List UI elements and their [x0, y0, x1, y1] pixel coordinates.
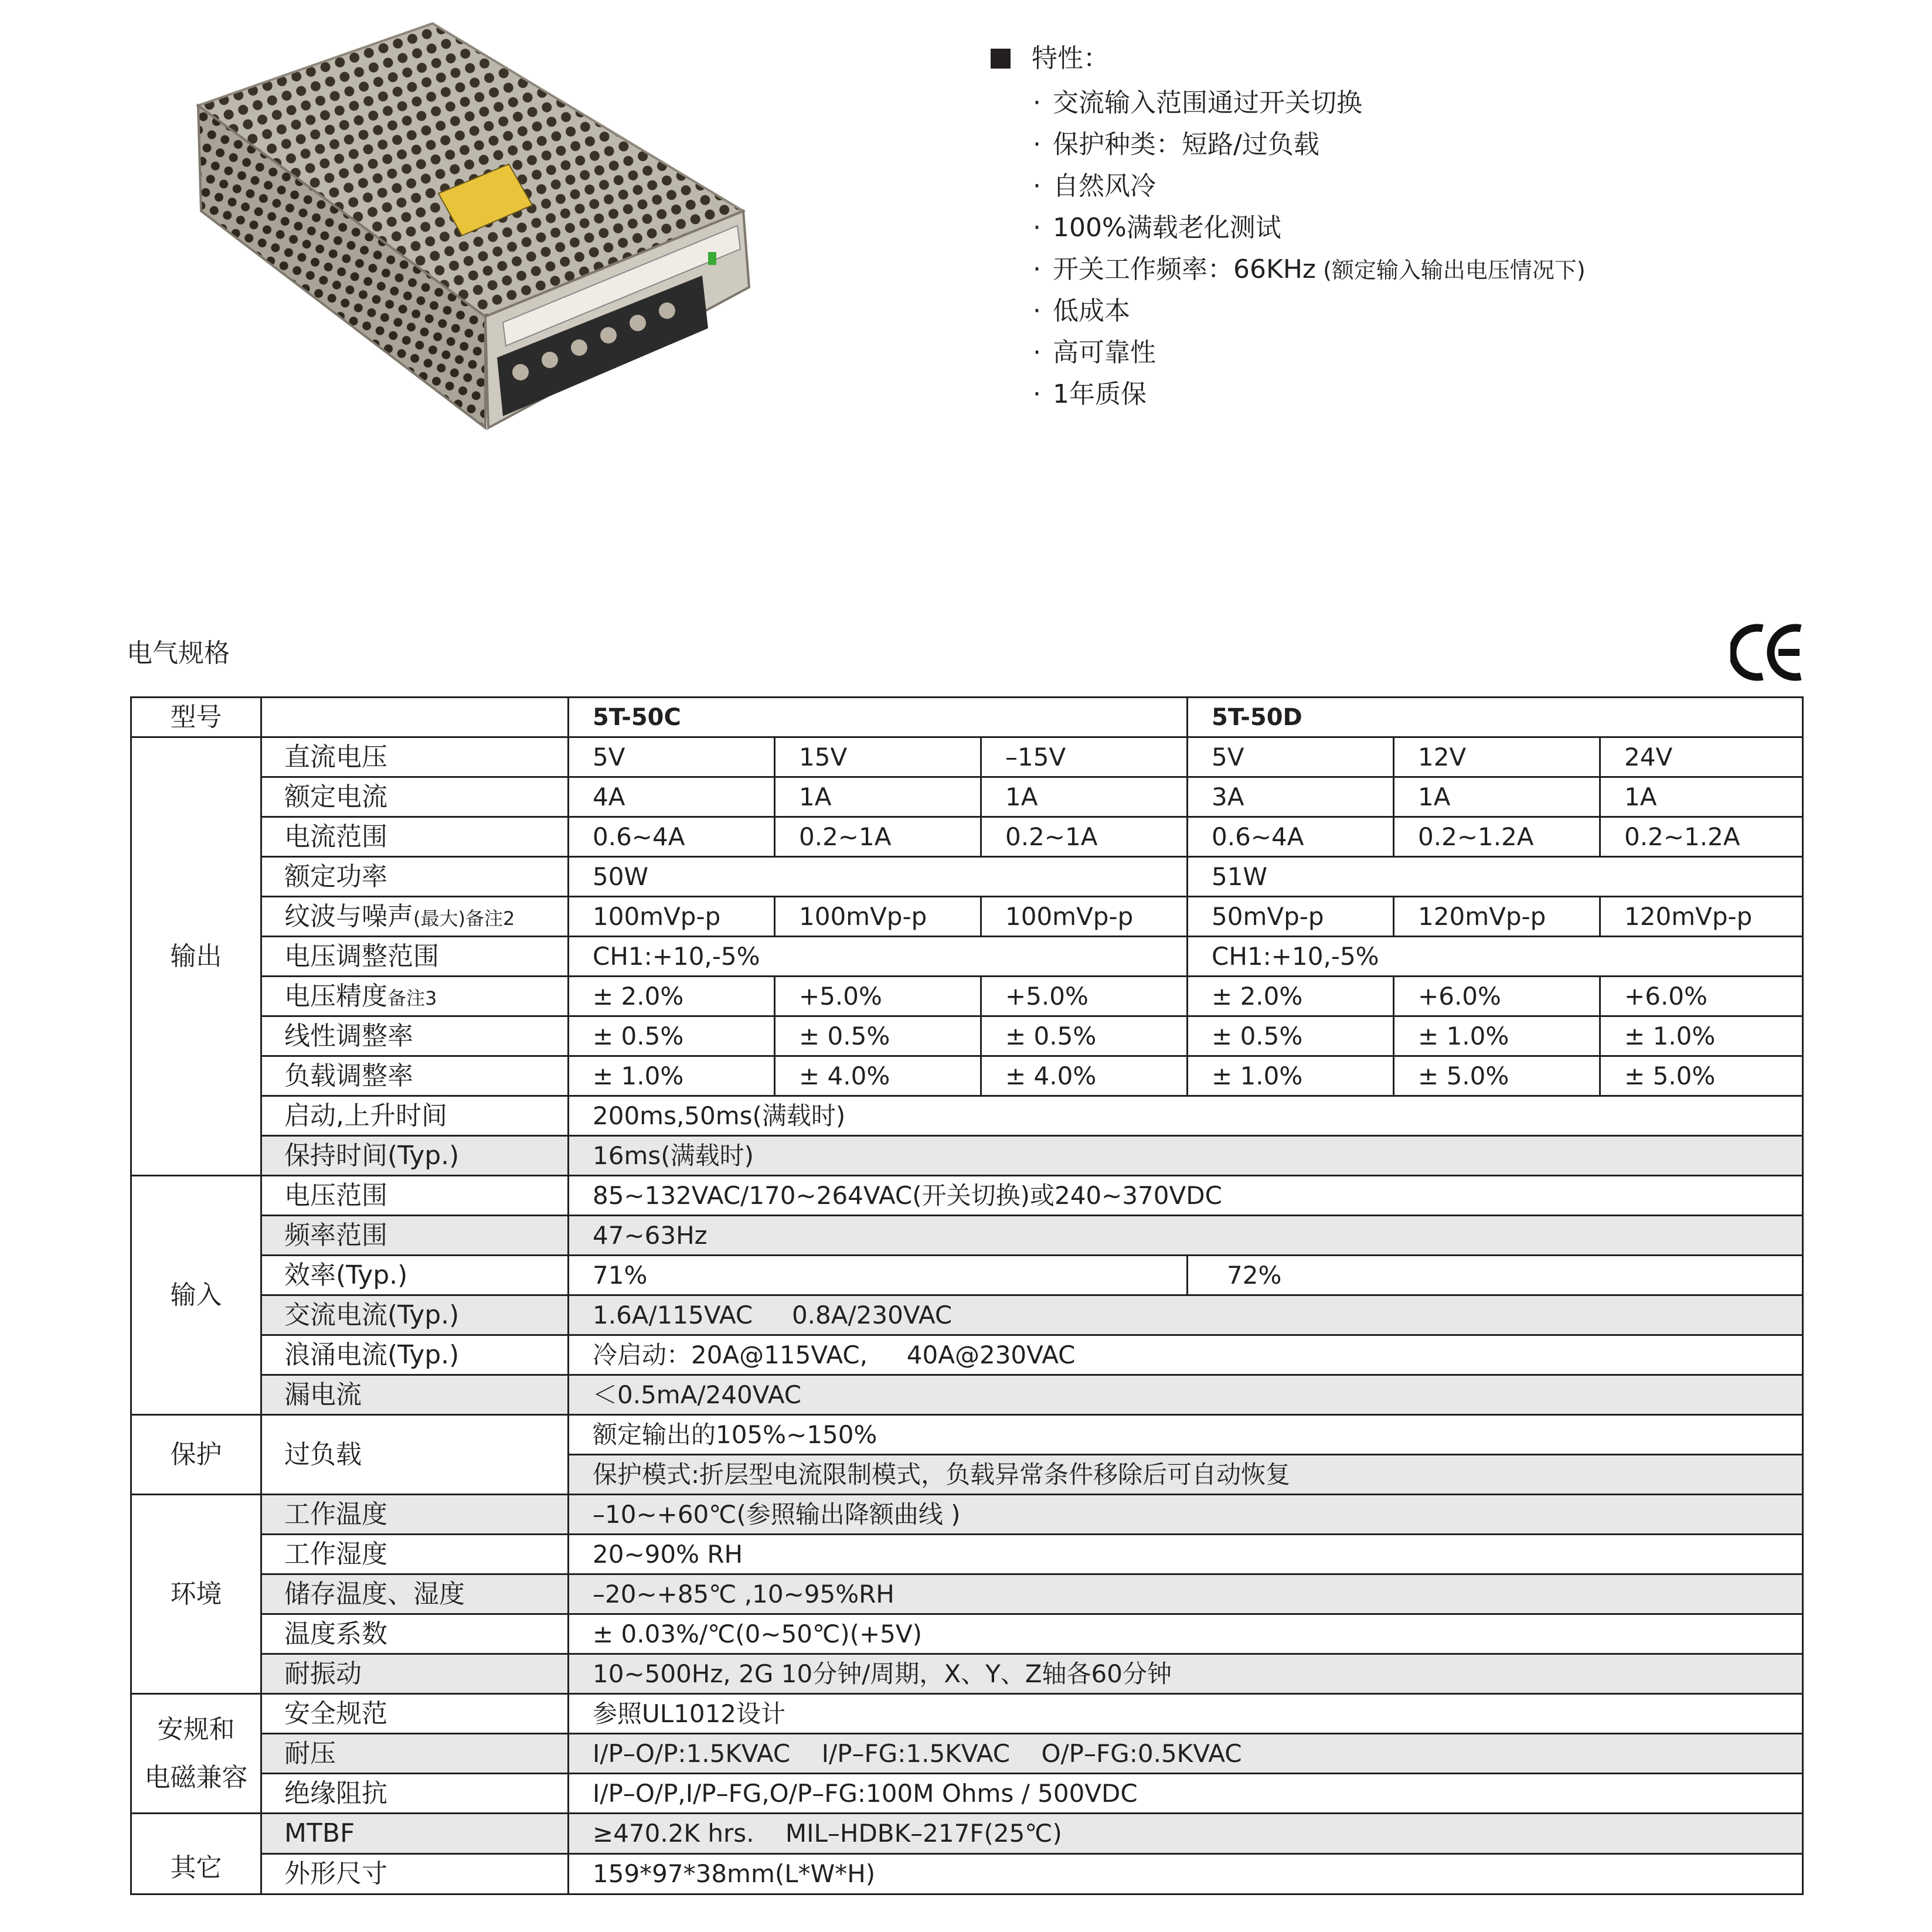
row-label: 启动,上升时间 [261, 1096, 569, 1136]
cell: 1A [775, 777, 981, 817]
table-row [131, 1136, 1803, 1176]
row-label: 额定功率 [261, 857, 569, 897]
cell: 47~63Hz [569, 1216, 1803, 1256]
cell: ± 1.0% [569, 1056, 775, 1096]
cell: ＜0.5mA/240VAC [569, 1375, 1803, 1415]
cell: 100mVp-p [775, 897, 981, 937]
model-5t-50c: 5T-50C [569, 698, 1188, 737]
cell: 50W [569, 857, 1188, 897]
square-bullet-icon [991, 49, 1011, 69]
table-row [131, 1256, 1803, 1295]
row-label: 直流电压 [261, 737, 569, 777]
features-section [991, 41, 1586, 415]
cell: ± 1.0% [1188, 1056, 1394, 1096]
row-label: 储存温度、湿度 [261, 1574, 569, 1614]
cell: CH1:+10,-5% [569, 937, 1188, 977]
row-label: 温度系数 [261, 1614, 569, 1654]
row-label: 绝缘阻抗 [261, 1774, 569, 1814]
row-label: 纹波与噪声(最大)备注2 [261, 897, 569, 937]
accuracy-note: 备注3 [387, 987, 437, 1009]
row-label: 耐压 [261, 1734, 569, 1774]
row-label: 负载调整率 [261, 1056, 569, 1096]
model-5t-50d: 5T-50D [1188, 698, 1803, 737]
cell: 0.6~4A [1188, 817, 1394, 857]
table-row [131, 937, 1803, 977]
features-heading-text: 特性： [1032, 43, 1109, 73]
model-header: 型号 [131, 698, 261, 737]
cell: 20~90% RH [569, 1535, 1803, 1574]
cell: 50mVp-p [1188, 897, 1394, 937]
product-photo [157, 18, 778, 451]
row-label: 安全规范 [261, 1694, 569, 1734]
table-row [131, 897, 1803, 937]
category-protection: 保护 [131, 1415, 261, 1495]
table-row [131, 1375, 1803, 1415]
cell: +6.0% [1394, 977, 1600, 1016]
cell: –10~+60℃(参照输出降额曲线 ) [569, 1495, 1803, 1535]
table-row [131, 1176, 1803, 1216]
cell: ± 5.0% [1394, 1056, 1600, 1096]
cell: ± 4.0% [981, 1056, 1188, 1096]
row-label: 浪涌电流(Typ.) [261, 1335, 569, 1375]
cell: 0.2~1.2A [1600, 817, 1803, 857]
table-row [131, 777, 1803, 817]
cell: 0.2~1A [775, 817, 981, 857]
cell: 120mVp-p [1600, 897, 1803, 937]
row-label: 电流范围 [261, 817, 569, 857]
features-list [991, 82, 1586, 415]
cell: 51W [1188, 857, 1803, 897]
cell: ± 1.0% [1394, 1016, 1600, 1056]
cell: 0.2~1.2A [1394, 817, 1600, 857]
row-label: 工作温度 [261, 1495, 569, 1535]
row-label: 电压精度备注3 [261, 977, 569, 1016]
feature-item: · 开关工作频率：66KHz (额定输入输出电压情况下) [1033, 254, 1586, 284]
row-label: 工作湿度 [261, 1535, 569, 1574]
cell: +6.0% [1600, 977, 1803, 1016]
feature-item: · 100%满载老化测试 [1033, 213, 1281, 243]
cell: –20~+85℃ ,10~95%RH [569, 1574, 1803, 1614]
table-row [131, 1734, 1803, 1774]
cell: ± 0.03%/℃(0~50℃)(+5V) [569, 1614, 1803, 1654]
table-row [131, 1574, 1803, 1614]
freq-note: (额定输入输出电压情况下) [1316, 257, 1586, 283]
table-row [131, 1415, 1803, 1455]
cell: 24V [1600, 737, 1803, 777]
spec-table [130, 696, 1804, 1895]
cell: 参照UL1012设计 [569, 1694, 1803, 1734]
cell: 保护模式:折层型电流限制模式，负载异常条件移除后可自动恢复 [569, 1455, 1803, 1495]
cell: 71% [569, 1256, 1188, 1295]
table-row [131, 1654, 1803, 1694]
cell: 额定输出的105%~150% [569, 1415, 1803, 1455]
cell: ≥470.2K hrs. MIL–HDBK–217F(25℃) [569, 1814, 1803, 1854]
cell: +5.0% [775, 977, 981, 1016]
row-label: 外形尺寸 [261, 1854, 569, 1894]
row-label: 效率(Typ.) [261, 1256, 569, 1295]
cell: ± 0.5% [981, 1016, 1188, 1056]
row-label: 过负载 [261, 1415, 569, 1495]
cell: 16ms(满载时) [569, 1136, 1803, 1176]
category-safety-emc: 安规和 电磁兼容 [131, 1694, 261, 1814]
cell: 5V [1188, 737, 1394, 777]
cell: I/P–O/P,I/P–FG,O/P–FG:100M Ohms / 500VDC [569, 1774, 1803, 1814]
row-label: MTBF [261, 1814, 569, 1854]
row-label: 额定电流 [261, 777, 569, 817]
table-row [131, 1614, 1803, 1654]
row-label: 保持时间(Typ.) [261, 1136, 569, 1176]
table-row [131, 977, 1803, 1016]
table-row [131, 1056, 1803, 1096]
cell: 85~132VAC/170~264VAC(开关切换)或240~370VDC [569, 1176, 1803, 1216]
table-row [131, 1774, 1803, 1814]
cell: 0.2~1A [981, 817, 1188, 857]
cell: ± 5.0% [1600, 1056, 1803, 1096]
table-row [131, 1854, 1803, 1894]
cell: +5.0% [981, 977, 1188, 1016]
cell: 1A [981, 777, 1188, 817]
cell: 72% [1188, 1256, 1803, 1295]
row-label: 电压范围 [261, 1176, 569, 1216]
table-row [131, 1096, 1803, 1136]
table-row [131, 1216, 1803, 1256]
cell: –15V [981, 737, 1188, 777]
cell: ± 1.0% [1600, 1016, 1803, 1056]
cell: ± 0.5% [569, 1016, 775, 1056]
ce-mark-icon [1730, 620, 1807, 685]
table-row [131, 1295, 1803, 1335]
features-heading [991, 41, 1586, 76]
feature-item: · 高可靠性 [1033, 338, 1156, 368]
category-input: 输入 [131, 1176, 261, 1415]
cell: 5V [569, 737, 775, 777]
cell: 12V [1394, 737, 1600, 777]
feature-item: · 交流输入范围通过开关切换 [1033, 88, 1362, 118]
cell: 3A [1188, 777, 1394, 817]
cell: CH1:+10,-5% [1188, 937, 1803, 977]
table-row [131, 1814, 1803, 1854]
row-label: 耐振动 [261, 1654, 569, 1694]
table-row [131, 817, 1803, 857]
table-row [131, 737, 1803, 777]
cell: 100mVp-p [981, 897, 1188, 937]
ripple-note: (最大)备注2 [413, 907, 515, 930]
row-label: 交流电流(Typ.) [261, 1295, 569, 1335]
cell: 15V [775, 737, 981, 777]
category-environment: 环境 [131, 1495, 261, 1694]
table-row [131, 1016, 1803, 1056]
feature-item: · 保护种类：短路/过负载 [1033, 130, 1319, 159]
cell: ± 4.0% [775, 1056, 981, 1096]
category-other: 其它 [131, 1814, 261, 1894]
cell: 1A [1394, 777, 1600, 817]
feature-item: · 1年质保 [1033, 379, 1147, 409]
feature-item: · 自然风冷 [1033, 171, 1156, 201]
cell: 0.6~4A [569, 817, 775, 857]
cell: I/P–O/P:1.5KVAC I/P–FG:1.5KVAC O/P–FG:0.5KVAC [569, 1734, 1803, 1774]
cell: ± 2.0% [569, 977, 775, 1016]
row-label: 电压调整范围 [261, 937, 569, 977]
row-label: 线性调整率 [261, 1016, 569, 1056]
table-row [131, 1535, 1803, 1574]
cell: ± 0.5% [1188, 1016, 1394, 1056]
feature-item: · 低成本 [1033, 296, 1130, 326]
cell: 4A [569, 777, 775, 817]
cell: 1.6A/115VAC 0.8A/230VAC [569, 1295, 1803, 1335]
cell: ± 2.0% [1188, 977, 1394, 1016]
cell: 200ms,50ms(满载时) [569, 1096, 1803, 1136]
section-title: 电气规格 [127, 638, 230, 668]
table-row [131, 698, 1803, 737]
row-label: 频率范围 [261, 1216, 569, 1256]
table-row [131, 857, 1803, 897]
cell: ± 0.5% [775, 1016, 981, 1056]
row-label: 漏电流 [261, 1375, 569, 1415]
cell: 120mVp-p [1394, 897, 1600, 937]
category-output: 输出 [131, 737, 261, 1176]
table-row [131, 1335, 1803, 1375]
table-row [131, 1694, 1803, 1734]
table-row [131, 1495, 1803, 1535]
cell: 100mVp-p [569, 897, 775, 937]
cell: 冷启动：20A@115VAC, 40A@230VAC [569, 1335, 1803, 1375]
cell: 159*97*38mm(L*W*H) [569, 1854, 1803, 1894]
cell: 1A [1600, 777, 1803, 817]
empty-cell [261, 698, 569, 737]
cell: 10~500Hz, 2G 10分钟/周期，X、Y、Z轴各60分钟 [569, 1654, 1803, 1694]
